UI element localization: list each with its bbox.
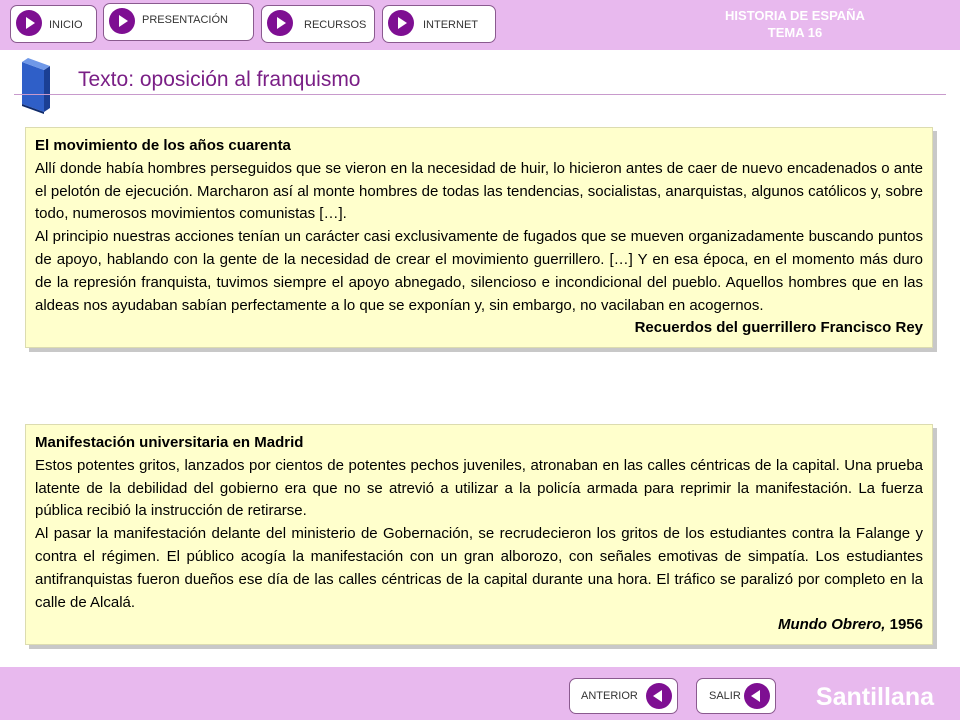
text-card	[25, 424, 933, 645]
card-title: Manifestación universitaria en Madrid	[35, 434, 304, 451]
arrow-right-icon	[388, 10, 414, 36]
nav-button-label: INICIO	[49, 19, 83, 31]
nav-button-label: PRESENTACIÓN	[142, 14, 228, 26]
card-paragraph: Allí donde había hombres perseguidos que se vieron en la necesidad de huir, lo hicieron antes de caer de nuevo encadenados o ante el pelotón de ejecución. Marcharon así al monte hombres de todas las tendencias, socialistas, anarquistas, algunos católicos y, sobre todo, numerosos movimientos comunistas […].	[35, 159, 923, 223]
title-divider	[14, 94, 946, 95]
card-source: Recuerdos del guerrillero Francisco Rey	[634, 319, 923, 337]
arrow-right-icon	[267, 10, 293, 36]
card-source-year: 1956	[885, 616, 923, 634]
arrow-left-icon	[646, 683, 672, 709]
arrow-right-icon	[109, 8, 135, 34]
book-icon	[16, 58, 54, 114]
arrow-right-icon	[16, 10, 42, 36]
header-unit: TEMA 16	[767, 25, 823, 40]
exit-button-label: SALIR	[709, 690, 741, 702]
header-title	[725, 7, 865, 41]
card-title: El movimiento de los años cuarenta	[35, 137, 291, 154]
card-source-publication: Mundo Obrero,	[777, 616, 886, 634]
previous-button[interactable]	[569, 678, 678, 714]
brand-logo: Santillana	[815, 683, 934, 711]
card-paragraph: Al principio nuestras acciones tenían un carácter casi exclusivamente de fugados que se mueven organizadamente buscando puntos de apoyo, hablando con la gente de la necesidad de crear el movimiento guerrillero. […] Y en esa época, en el momento más duro de la represión franquista, tuvimos siempre el apoyo abnegado, silencioso e incondicional del pueblo. Aquellos hombres que en las aldeas nos ayudaban sabían perfectamente a lo que se exponían y, sin embargo, no vacilaban en acogernos.	[35, 228, 923, 314]
nav-button-internet[interactable]	[382, 5, 496, 43]
nav-button-inicio[interactable]	[10, 5, 97, 43]
header-subject: HISTORIA DE ESPAÑA	[725, 8, 865, 23]
previous-button-label: ANTERIOR	[581, 690, 638, 702]
card-paragraph: Estos potentes gritos, lanzados por cientos de potentes pechos juveniles, atronaban en las calles céntricas de la capital. Una prueba latente de la debilidad del gobierno era que no se atrevió a utilizar a la policía armada para reprimir la manifestación. La fuerza pública recibió la instrucción de retirarse.	[35, 456, 923, 520]
arrow-left-icon	[744, 683, 770, 709]
nav-button-label: RECURSOS	[304, 19, 367, 31]
card-source	[35, 614, 923, 637]
text-card	[25, 127, 933, 348]
nav-button-recursos[interactable]	[261, 5, 375, 43]
nav-button-presentacion[interactable]	[103, 3, 254, 41]
exit-button[interactable]	[696, 678, 776, 714]
page-title: Texto: oposición al franquismo	[78, 68, 361, 91]
nav-button-label: INTERNET	[423, 19, 478, 31]
card-paragraph: Al pasar la manifestación delante del ministerio de Gobernación, se recrudecieron los gritos de los estudiantes contra la Falange y contra el régimen. El público acogía la manifestación con un gran alborozo, con señales emotivas de simpatía. Los estudiantes antifranquistas fueron dueños ese día de las calles céntricas de la capital durante una hora. El tráfico se paralizó por completo en la calle de Alcalá.	[35, 525, 923, 611]
